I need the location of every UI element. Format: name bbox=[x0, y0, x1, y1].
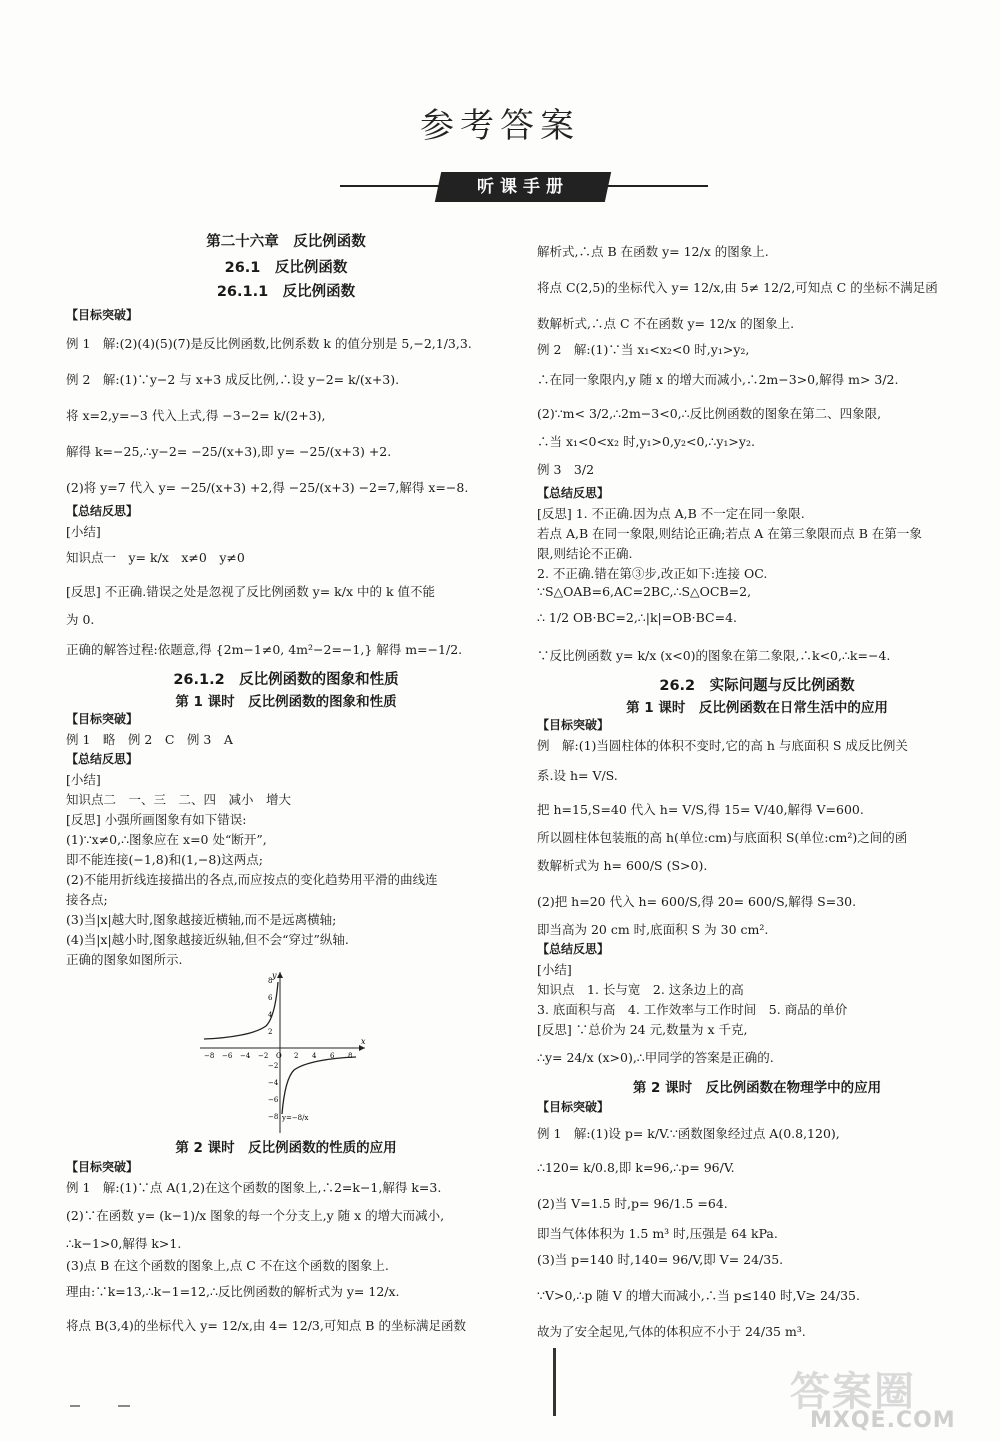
right-line: ∵S△OAB=6,AC=2BC,∴S△OCB=2, bbox=[537, 584, 752, 599]
x-tick-label: −4 bbox=[240, 1052, 251, 1060]
x-axis-label: x bbox=[361, 1037, 366, 1046]
y-tick-label: 4 bbox=[268, 1011, 273, 1019]
left-line: (2)不能用折线连接描出的各点,而应按点的变化趋势用平滑的曲线连 bbox=[66, 872, 438, 887]
left-line: 例 2 解:(1)∵y−2 与 x+3 成反比例,∴设 y−2= k/(x+3). bbox=[66, 372, 400, 387]
left-line: 正确的图象如图所示. bbox=[66, 952, 183, 967]
y-tick-label: 2 bbox=[268, 1028, 273, 1036]
right-line: (2)把 h=20 代入 h= 600/S,得 20= 600/S,解得 S=30. bbox=[537, 894, 857, 909]
right-line: 限,则结论不正确. bbox=[537, 546, 633, 561]
right-line: ∴y= 24/x (x>0),∴甲同学的答案是正确的. bbox=[537, 1050, 774, 1065]
x-tick-label: 8 bbox=[348, 1052, 353, 1060]
right-line: 解析式,∴点 B 在函数 y= 12/x 的图象上. bbox=[537, 244, 769, 259]
left-line: (1)∵x≠0,∴图象应在 x=0 处“断开”, bbox=[66, 832, 267, 847]
right-line: (3)当 p=140 时,140= 96/V,即 V= 24/35. bbox=[537, 1252, 784, 1267]
y-axis-arrow bbox=[277, 972, 283, 978]
curve-branch-left bbox=[204, 982, 278, 1039]
left-line: 【目标突破】 bbox=[66, 712, 139, 726]
right-line: 例 解:(1)当圆柱体的体积不变时,它的高 h 与底面积 S 成反比例关 bbox=[537, 738, 908, 753]
footer-dash bbox=[70, 1405, 80, 1407]
y-tick-label: 6 bbox=[268, 994, 273, 1002]
banner-rule-right bbox=[606, 185, 708, 187]
right-line: 知识点 1. 长与宽 2. 这条边上的高 bbox=[537, 982, 744, 997]
left-line: 第二十六章 反比例函数 bbox=[206, 234, 366, 250]
watermark bbox=[790, 1360, 990, 1440]
right-line: 系.设 h= V/S. bbox=[537, 768, 618, 783]
x-tick-label: O bbox=[276, 1052, 282, 1060]
left-line: [小结] bbox=[66, 772, 101, 787]
right-line: 【目标突破】 bbox=[537, 1100, 610, 1114]
right-line: 数解析式,∴点 C 不在函数 y= 12/x 的图象上. bbox=[537, 316, 795, 331]
right-line: ∴在同一象限内,y 随 x 的增大而减小,∴2m−3>0,解得 m> 3/2. bbox=[537, 372, 899, 387]
right-line: 例 3 3/2 bbox=[537, 462, 595, 477]
left-line: 【目标突破】 bbox=[66, 1160, 139, 1174]
watermark-url: MXQE.COM bbox=[810, 1408, 956, 1433]
right-line: [反思] 1. 不正确.因为点 A,B 不一定在同一象限. bbox=[537, 506, 805, 521]
left-line: 例 1 略 例 2 C 例 3 A bbox=[66, 732, 233, 747]
x-tick-label: −6 bbox=[222, 1052, 233, 1060]
left-line: 26.1 反比例函数 bbox=[224, 260, 348, 276]
y-tick-label: −2 bbox=[268, 1062, 279, 1070]
left-line: 例 1 解:(1)∵点 A(1,2)在这个函数的图象上,∴2=k−1,解得 k=3. bbox=[66, 1180, 442, 1195]
left-line: (3)点 B 在这个函数的图象上,点 C 不在这个函数的图象上. bbox=[66, 1258, 389, 1273]
left-line: 第 2 课时 反比例函数的性质的应用 bbox=[175, 1140, 397, 1156]
banner-rule-left bbox=[340, 185, 440, 187]
right-line: ∴120= k/0.8,即 k=96,∴p= 96/V. bbox=[537, 1160, 735, 1175]
left-line: 【目标突破】 bbox=[66, 308, 139, 322]
left-line: 解得 k=−25,∴y−2= −25/(x+3),即 y= −25/(x+3) +2. bbox=[66, 444, 392, 459]
left-line: 将 x=2,y=−3 代入上式,得 −3−2= k/(2+3), bbox=[66, 408, 326, 423]
right-line: ∵反比例函数 y= k/x (x<0)的图象在第二象限,∴k<0,∴k=−4. bbox=[537, 648, 891, 663]
right-line: 【总结反思】 bbox=[537, 942, 610, 956]
right-line: 若点 A,B 在同一象限,则结论正确;若点 A 在第三象限而点 B 在第一象 bbox=[537, 526, 922, 541]
right-line: 3. 底面积与高 4. 工作效率与工作时间 5. 商品的单价 bbox=[537, 1002, 848, 1017]
right-line: ∵V>0,∴p 随 V 的增大而减小,∴当 p≤140 时,V≥ 24/35. bbox=[537, 1288, 860, 1303]
left-line: [反思] 不正确.错误之处是忽视了反比例函数 y= k/x 中的 k 值不能 bbox=[66, 584, 436, 599]
hyperbola-graph bbox=[200, 968, 370, 1133]
right-line: 26.2 实际问题与反比例函数 bbox=[659, 678, 855, 694]
right-line: ∴当 x₁<0<x₂ 时,y₁>0,y₂<0,∴y₁>y₂. bbox=[537, 434, 755, 449]
watermark-logo: 答案圈 bbox=[790, 1369, 916, 1415]
x-tick-label: 2 bbox=[294, 1052, 299, 1060]
x-tick-label: 4 bbox=[312, 1052, 317, 1060]
left-line: 26.1.2 反比例函数的图象和性质 bbox=[173, 672, 399, 688]
left-line: 例 1 解:(2)(4)(5)(7)是反比例函数,比例系数 k 的值分别是 5,−2,1/3,3. bbox=[66, 336, 472, 351]
footer-dash bbox=[118, 1405, 130, 1407]
right-line: 所以圆柱体包装瓶的高 h(单位:cm)与底面积 S(单位:cm²)之间的函 bbox=[537, 830, 908, 845]
right-line: 2. 不正确.错在第③步,改正如下:连接 OC. bbox=[537, 566, 768, 581]
right-line: 例 2 解:(1)∵当 x₁<x₂<0 时,y₁>y₂, bbox=[537, 342, 750, 357]
center-mark bbox=[553, 1348, 556, 1416]
right-line: ∴ 1/2 OB·BC=2,∴|k|=OB·BC=4. bbox=[537, 610, 738, 625]
right-line: 即当气体体积为 1.5 m³ 时,压强是 64 kPa. bbox=[537, 1226, 778, 1241]
right-line: (2)∵m< 3/2,∴2m−3<0,∴反比例函数的图象在第二、四象限, bbox=[537, 406, 882, 421]
left-line: 【总结反思】 bbox=[66, 504, 139, 518]
left-line: 接各点; bbox=[66, 892, 108, 907]
right-line: [反思] ∵总价为 24 元,数量为 x 千克, bbox=[537, 1022, 748, 1037]
left-line: 【总结反思】 bbox=[66, 752, 139, 766]
left-line: 正确的解答过程:依题意,得 {2m−1≠0, 4m²−2=−1,} 解得 m=−1/2. bbox=[66, 642, 463, 657]
y-tick-label: −8 bbox=[268, 1113, 279, 1121]
y-tick-label: −6 bbox=[268, 1096, 279, 1104]
right-line: 即当高为 20 cm 时,底面积 S 为 30 cm². bbox=[537, 922, 769, 937]
left-line: ∴k−1>0,解得 k>1. bbox=[66, 1236, 182, 1251]
left-line: (2)将 y=7 代入 y= −25/(x+3) +2,得 −25/(x+3) −2=7,解得 x=−8. bbox=[66, 480, 469, 495]
right-line: 【目标突破】 bbox=[537, 718, 610, 732]
left-line: (4)当|x|越小时,图象越接近纵轴,但不会“穿过”纵轴. bbox=[66, 932, 349, 947]
left-line: 将点 B(3,4)的坐标代入 y= 12/x,由 4= 12/3,可知点 B 的坐标满足函数 bbox=[66, 1318, 466, 1333]
right-line: 【总结反思】 bbox=[537, 486, 610, 500]
y-axis-label: y bbox=[272, 971, 277, 980]
x-tick-label: −8 bbox=[204, 1052, 215, 1060]
left-line: [反思] 小强所画图象有如下错误: bbox=[66, 812, 247, 827]
y-tick-labels bbox=[268, 977, 279, 1121]
left-line: [小结] bbox=[66, 524, 101, 539]
right-line: 故为了安全起见,气体的体积应不小于 24/35 m³. bbox=[537, 1324, 806, 1339]
left-line: (2)∵在函数 y= (k−1)/x 图象的每一个分支上,y 随 x 的增大而减小, bbox=[66, 1208, 445, 1223]
left-line: (3)当|x|越大时,图象越接近横轴,而不是远离横轴; bbox=[66, 912, 337, 927]
left-line: 理由:∵k=13,∴k−1=12,∴反比例函数的解析式为 y= 12/x. bbox=[66, 1284, 400, 1299]
right-line: 数解析式为 h= 600/S (S>0). bbox=[537, 858, 708, 873]
right-line: 将点 C(2,5)的坐标代入 y= 12/x,由 5≠ 12/2,可知点 C 的坐标不满足函 bbox=[537, 280, 938, 295]
right-line: 把 h=15,S=40 代入 h= V/S,得 15= V/40,解得 V=600. bbox=[537, 802, 864, 817]
x-tick-label: 6 bbox=[330, 1052, 335, 1060]
curve-branch-right bbox=[282, 1057, 356, 1114]
y-tick-label: 8 bbox=[268, 977, 273, 985]
x-tick-label: −2 bbox=[258, 1052, 269, 1060]
y-tick-label: −4 bbox=[268, 1079, 279, 1087]
right-line: (2)当 V=1.5 时,p= 96/1.5 =64. bbox=[537, 1196, 728, 1211]
left-line: 第 1 课时 反比例函数的图象和性质 bbox=[175, 694, 397, 710]
left-line: 为 0. bbox=[66, 612, 95, 627]
right-line: 第 2 课时 反比例函数在物理学中的应用 bbox=[632, 1080, 882, 1096]
page-title: 参考答案 bbox=[420, 106, 580, 146]
right-line: [小结] bbox=[537, 962, 572, 977]
left-line: 即不能连接(−1,8)和(1,−8)这两点; bbox=[66, 852, 263, 867]
left-line: 知识点一 y= k/x x≠0 y≠0 bbox=[66, 550, 245, 565]
curve-label: y=−8/x bbox=[282, 1114, 309, 1122]
section-banner: 听课手册 bbox=[477, 177, 569, 197]
right-line: 第 1 课时 反比例函数在日常生活中的应用 bbox=[626, 700, 888, 716]
left-line: 知识点二 一、三 二、四 减小 增大 bbox=[66, 792, 292, 807]
left-line: 26.1.1 反比例函数 bbox=[216, 284, 356, 300]
right-line: 例 1 解:(1)设 p= k/V.∵函数图象经过点 A(0.8,120), bbox=[537, 1126, 840, 1141]
